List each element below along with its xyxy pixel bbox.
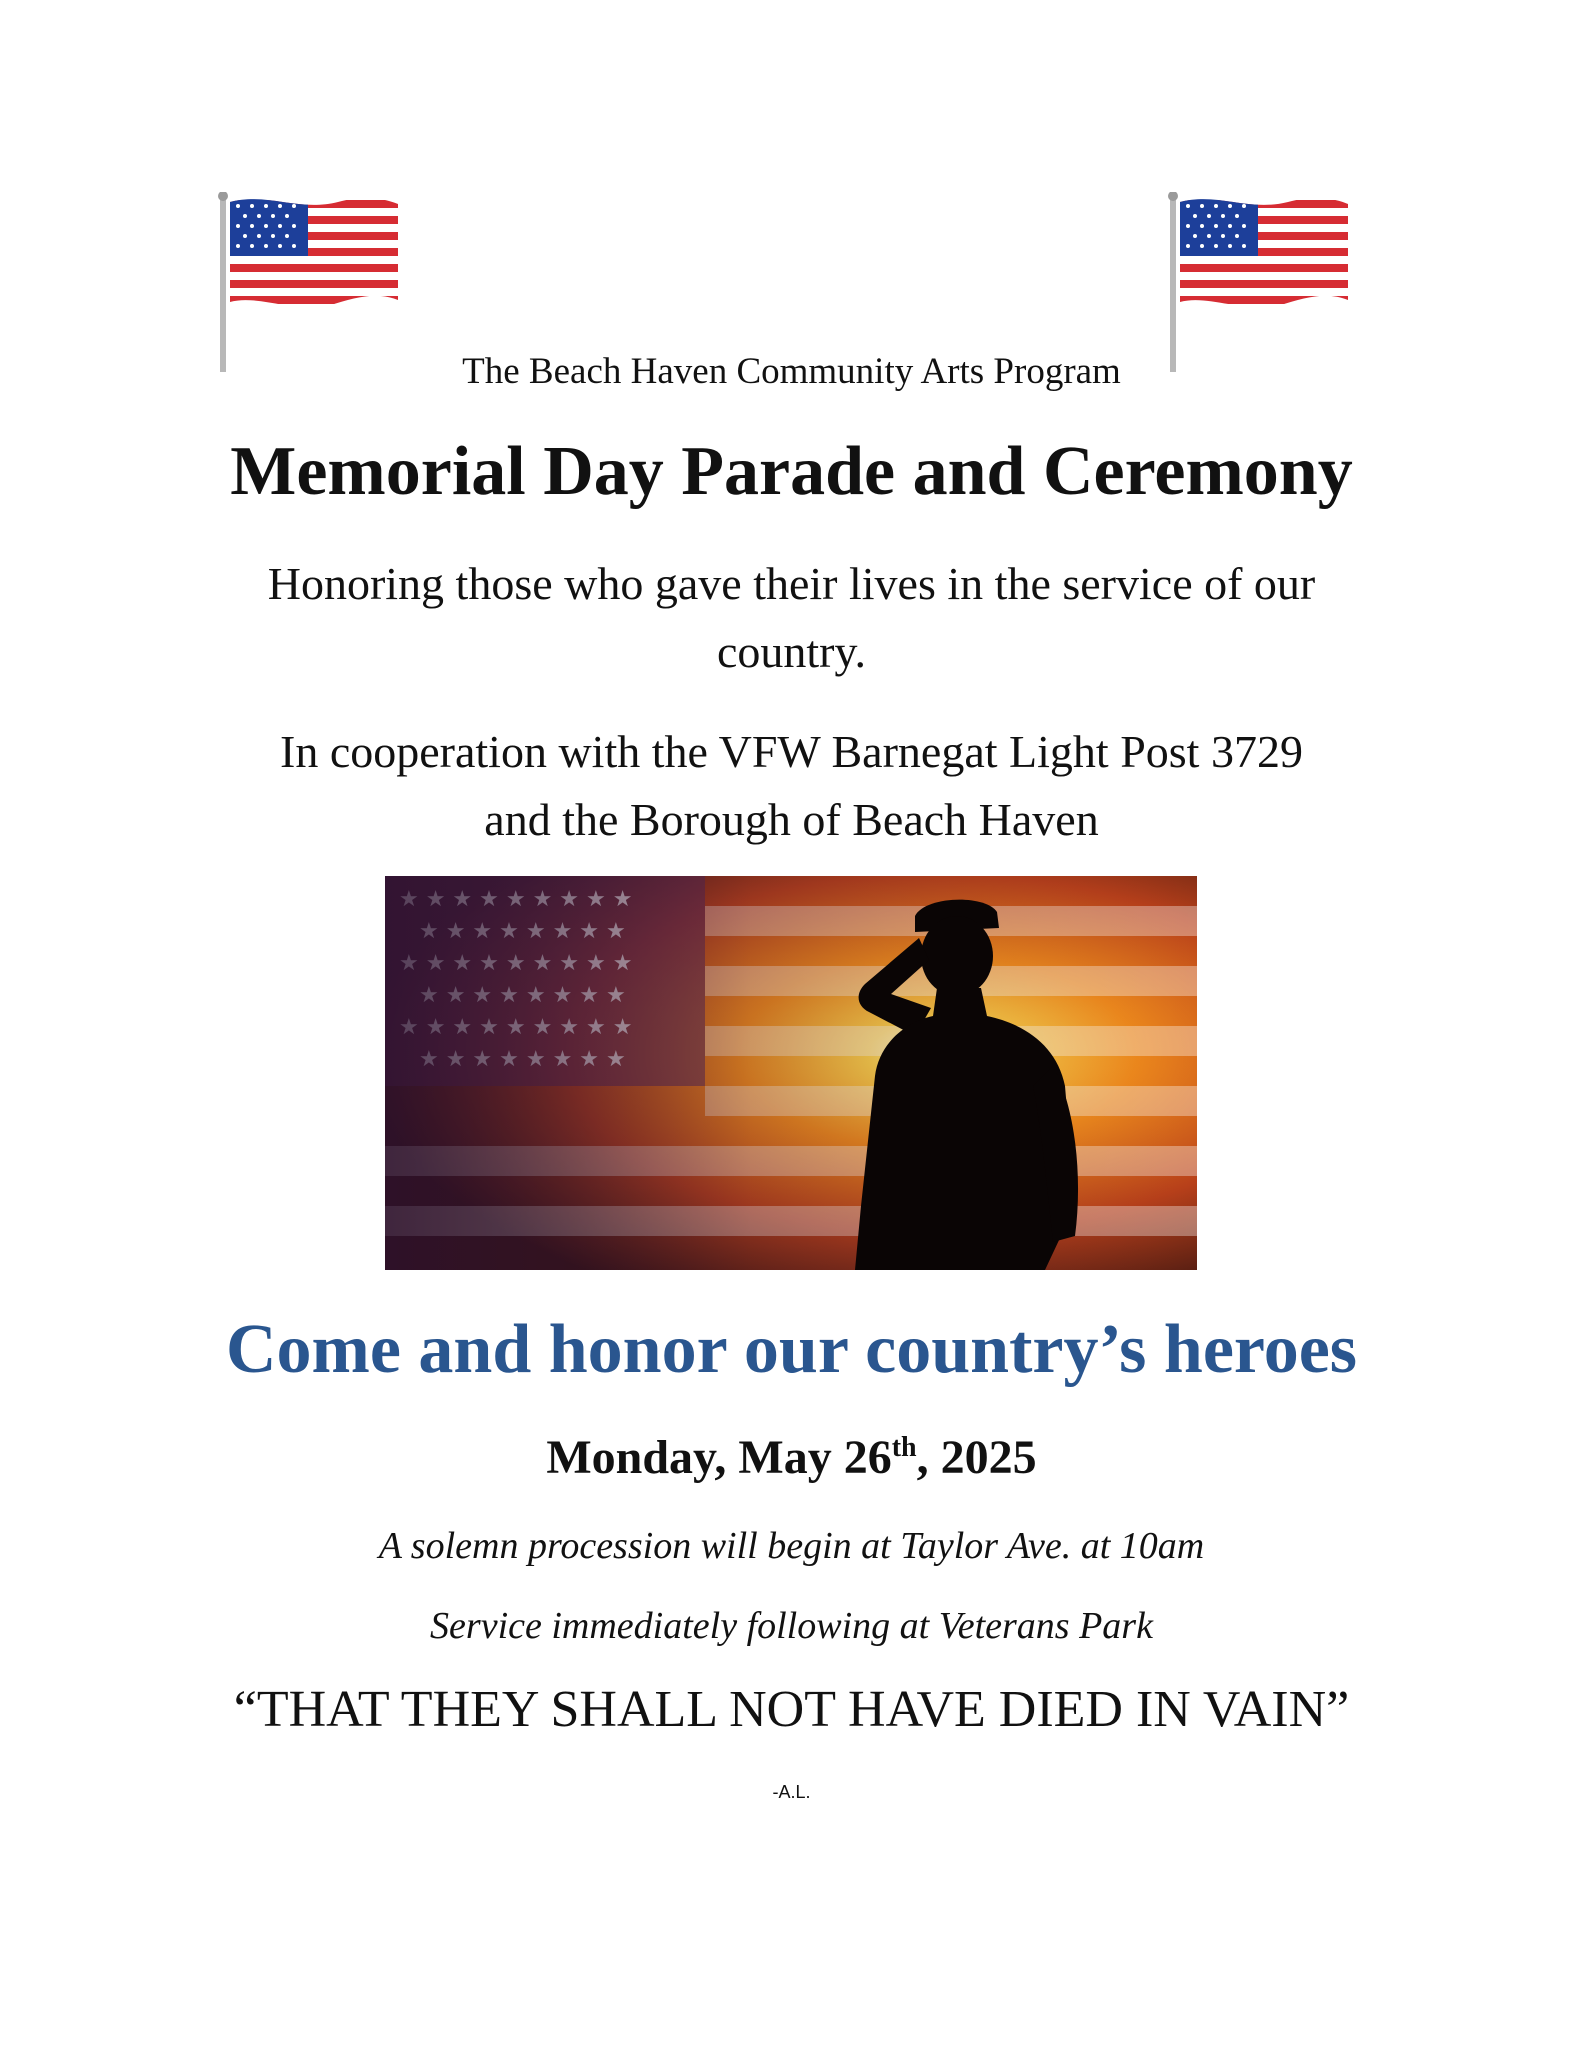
date-prefix: Monday, May 26 [546,1431,892,1484]
saluting-soldier-banner-image [385,876,1197,1270]
date-ordinal-suffix: th [891,1432,917,1463]
quote-attribution: -A.L. [772,1782,811,1802]
procession-detail: A solemn procession will begin at Taylor Ave. at 10am [378,1525,1205,1567]
call-to-action-heading: Come and honor our country’s heroes [225,1311,1358,1388]
american-flag-icon-left [218,192,403,372]
event-title: Memorial Day Parade and Ceremony [230,433,1353,510]
date-year: , 2025 [916,1431,1037,1484]
cooperation-line-1: In cooperation with the VFW Barnegat Light Post 3729 [280,726,1303,777]
american-flag-icon-right [1168,192,1353,372]
event-date [0,1430,1583,1485]
organization-name: The Beach Haven Community Arts Program [462,351,1121,392]
service-detail: Service immediately following at Veterans Park [430,1605,1153,1647]
event-subtitle [0,550,1583,686]
cooperation-text [0,718,1583,854]
event-subtitle-text: Honoring those who gave their lives in the service of our country. [267,558,1316,677]
memorial-quote: “THAT THEY SHALL NOT HAVE DIED IN VAIN” [233,1681,1350,1738]
cooperation-line-2: and the Borough of Beach Haven [484,794,1099,845]
